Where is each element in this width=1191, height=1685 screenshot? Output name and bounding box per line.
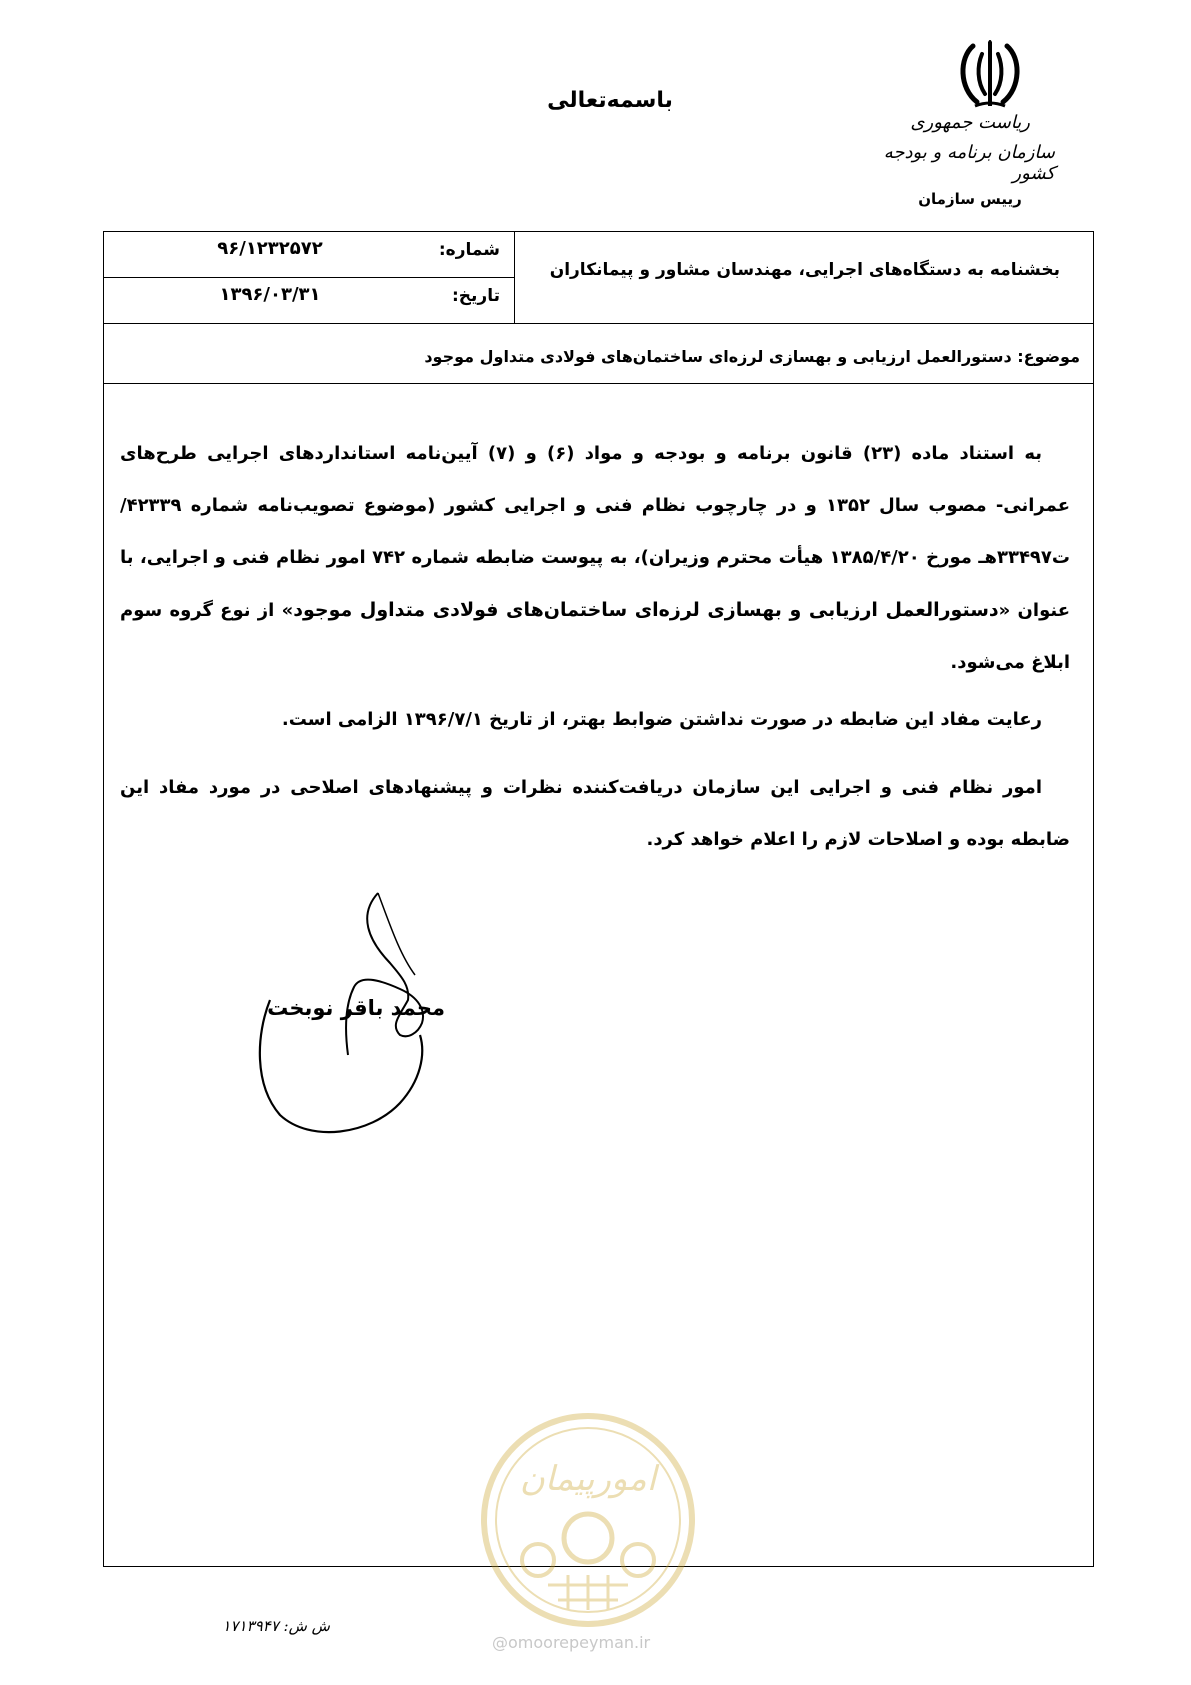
website-watermark: @omoorepeyman.ir: [492, 1633, 651, 1652]
table-divider: [514, 231, 515, 323]
body-paragraph: امور نظام فنی و اجرایی این سازمان دریافت‌کننده نظرات و پیشنهادهای اصلاحی در مورد مفاد این ضابطه بوده و اصلاحات لازم را اعلام خواهد کرد.: [120, 777, 1070, 850]
date-value: ۱۳۹۶/۰۳/۳۱: [219, 284, 321, 305]
serial-number: ش ش: ۱۷۱۳۹۴۷: [222, 1617, 330, 1635]
watermark-logo: [478, 1410, 698, 1630]
table-divider: [103, 277, 514, 278]
subject-line: موضوع: دستورالعمل ارزیابی و بهسازی لرزه‌ای ساختمان‌های فولادی متداول موجود: [424, 347, 1080, 366]
recipient-text: بخشنامه به دستگاه‌های اجرایی، مهندسان مشاور و پیمانکاران: [549, 260, 1060, 280]
org-name-text: سازمان برنامه و بودجه کشور: [883, 142, 1055, 184]
org-head-title: رییس سازمان: [918, 190, 1022, 208]
table-divider: [103, 383, 1094, 384]
body-paragraph: [120, 428, 1070, 689]
number-value: ۹۶/۱۲۳۲۵۷۲: [217, 238, 323, 259]
body-text: به استناد ماده (۲۳) قانون برنامه و بودجه و مواد (۶) و (۷) آیین‌نامه استانداردهای اجرایی طرح‌های عمرانی- مصوب سال ۱۳۵۲ و در چارچوب نظام فنی و اجرایی کشور (موضوع تصویب‌نامه شماره ۴۲۳۳۹/ت۳۳۴۹۷هـ مورخ ۱۳۸۵/۴/۲۰ هیأت محترم وزیران)، به پیوست ضابطه شماره ۷۴۲ امور نظام فنی و اجرایی، با عنوان «: [120, 443, 1071, 621]
invocation-heading: باسمه‌تعالی: [547, 88, 673, 113]
watermark-logo-text: امورپیمان: [519, 1459, 657, 1499]
body-paragraph: رعایت مفاد این ضابطه در صورت نداشتن ضوابط بهتر، از تاریخ ۱۳۹۶/۷/۱ الزامی است.: [281, 709, 1042, 730]
number-label: شماره:: [438, 240, 500, 260]
standard-title: دستورالعمل ارزیابی و بهسازی لرزه‌ای ساختمان‌های فولادی متداول موجود: [293, 599, 999, 621]
body-text: » از نوع گروه سوم ابلاغ می‌شود.: [120, 600, 1070, 673]
signer-name: محمد باقر نوبخت: [267, 996, 445, 1020]
date-label: تاریخ:: [452, 286, 500, 306]
org-presidency-text: ریاست جمهوری: [910, 112, 1030, 133]
iran-emblem-icon: [955, 40, 1025, 112]
table-divider: [103, 323, 1094, 324]
